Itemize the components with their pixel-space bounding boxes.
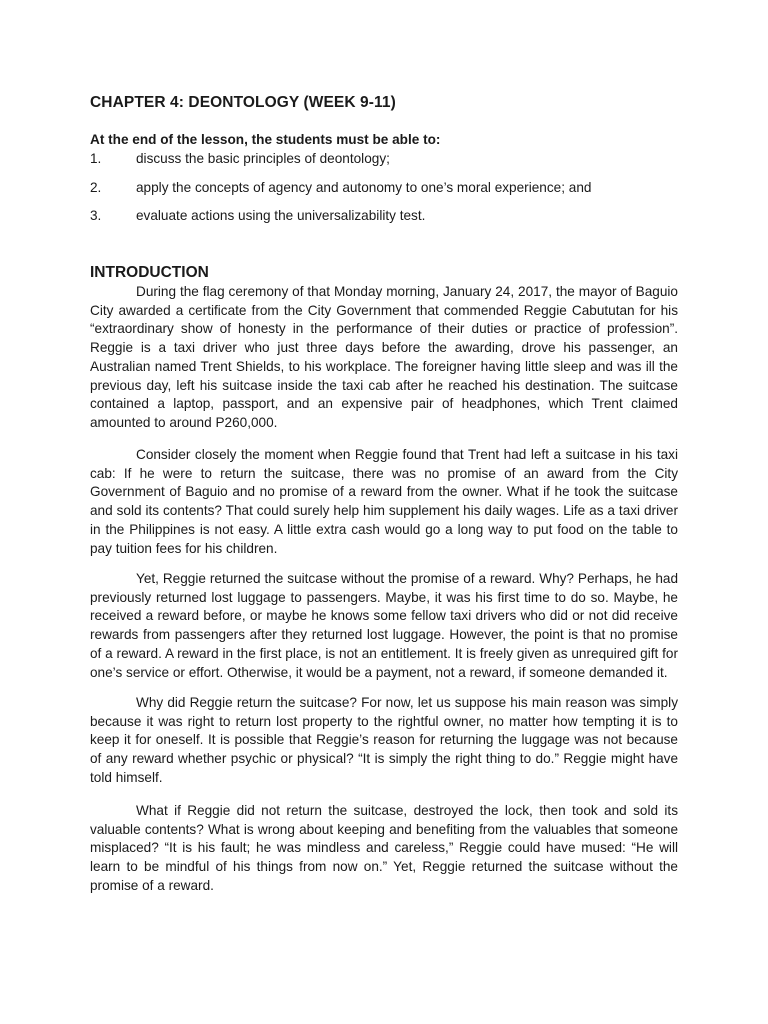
objective-text: evaluate actions using the universalizability test. [136,208,426,223]
objective-text: apply the concepts of agency and autonomy to one’s moral experience; and [136,180,592,195]
introduction-paragraph: Yet, Reggie returned the suitcase without the promise of a reward. Why? Perhaps, he had previously returned lost luggage to passengers. Maybe, it was his first time to do so. Maybe, he received a reward before, or maybe he knows some fellow taxi drivers who did or not did receive rewards from passengers after they returned lost luggage. However, the point is that no promise of a reward. A reward in the first place, is not an entitlement. It is freely given as unrequired gift for one’s service or effort. Otherwise, it would be a payment, not a reward, if someone demanded it. [90,571,678,680]
introduction-paragraph: Why did Reggie return the suitcase? For now, let us suppose his main reason was simply because it was right to return lost property to the rightful owner, no matter how tempting it is to keep it for oneself. It is possible that Reggie’s reason for returning the luggage was not because of any reward whether psychic or physical? “It is simply the right thing to do.” Reggie might have told himself. [90,695,678,785]
chapter-title: CHAPTER 4: DEONTOLOGY (WEEK 9-11) [90,94,396,111]
objectives-heading: At the end of the lesson, the students must be able to: [90,132,441,147]
introduction-paragraph: Consider closely the moment when Reggie found that Trent had left a suitcase in his taxi cab: If he were to return the suitcase, there was no promise of an award from the City Government of Baguio and no promise of a reward from the owner. What if he took the suitcase and sold its contents? That could surely help him supplement his daily wages. Life as a taxi driver in the Philippines is not easy. A little extra cash would go a long way to put food on the table to pay tuition fees for his children. [90,447,678,556]
objective-number: 3. [90,208,102,223]
introduction-paragraph: During the flag ceremony of that Monday morning, January 24, 2017, the mayor of Baguio City awarded a certificate from the City Government that commended Reggie Cabututan for his “extraordinary show of honesty in the performance of their duties or practice of profession”. Reggie is a taxi driver who just three days before the awarding, drove his passenger, an Australian named Trent Shields, to his workplace. The foreigner having little sleep and was ill the previous day, left his suitcase inside the taxi cab after he reached his destination. The suitcase contained a laptop, passport, and an expensive pair of headphones, which Trent claimed amounted to around P260,000. [90,284,678,430]
objective-number: 2. [90,180,102,195]
objective-text: discuss the basic principles of deontology; [136,151,390,166]
introduction-heading: INTRODUCTION [90,264,209,281]
introduction-paragraph: What if Reggie did not return the suitcase, destroyed the lock, then took and sold its valuable contents? What is wrong about keeping and benefiting from the valuables that someone misplaced? “It is his fault; he was mindless and careless,” Reggie could have mused: “He will learn to be mindful of his things from now on.” Yet, Reggie returned the suitcase without the promise of a reward. [90,803,678,893]
objective-number: 1. [90,151,102,166]
